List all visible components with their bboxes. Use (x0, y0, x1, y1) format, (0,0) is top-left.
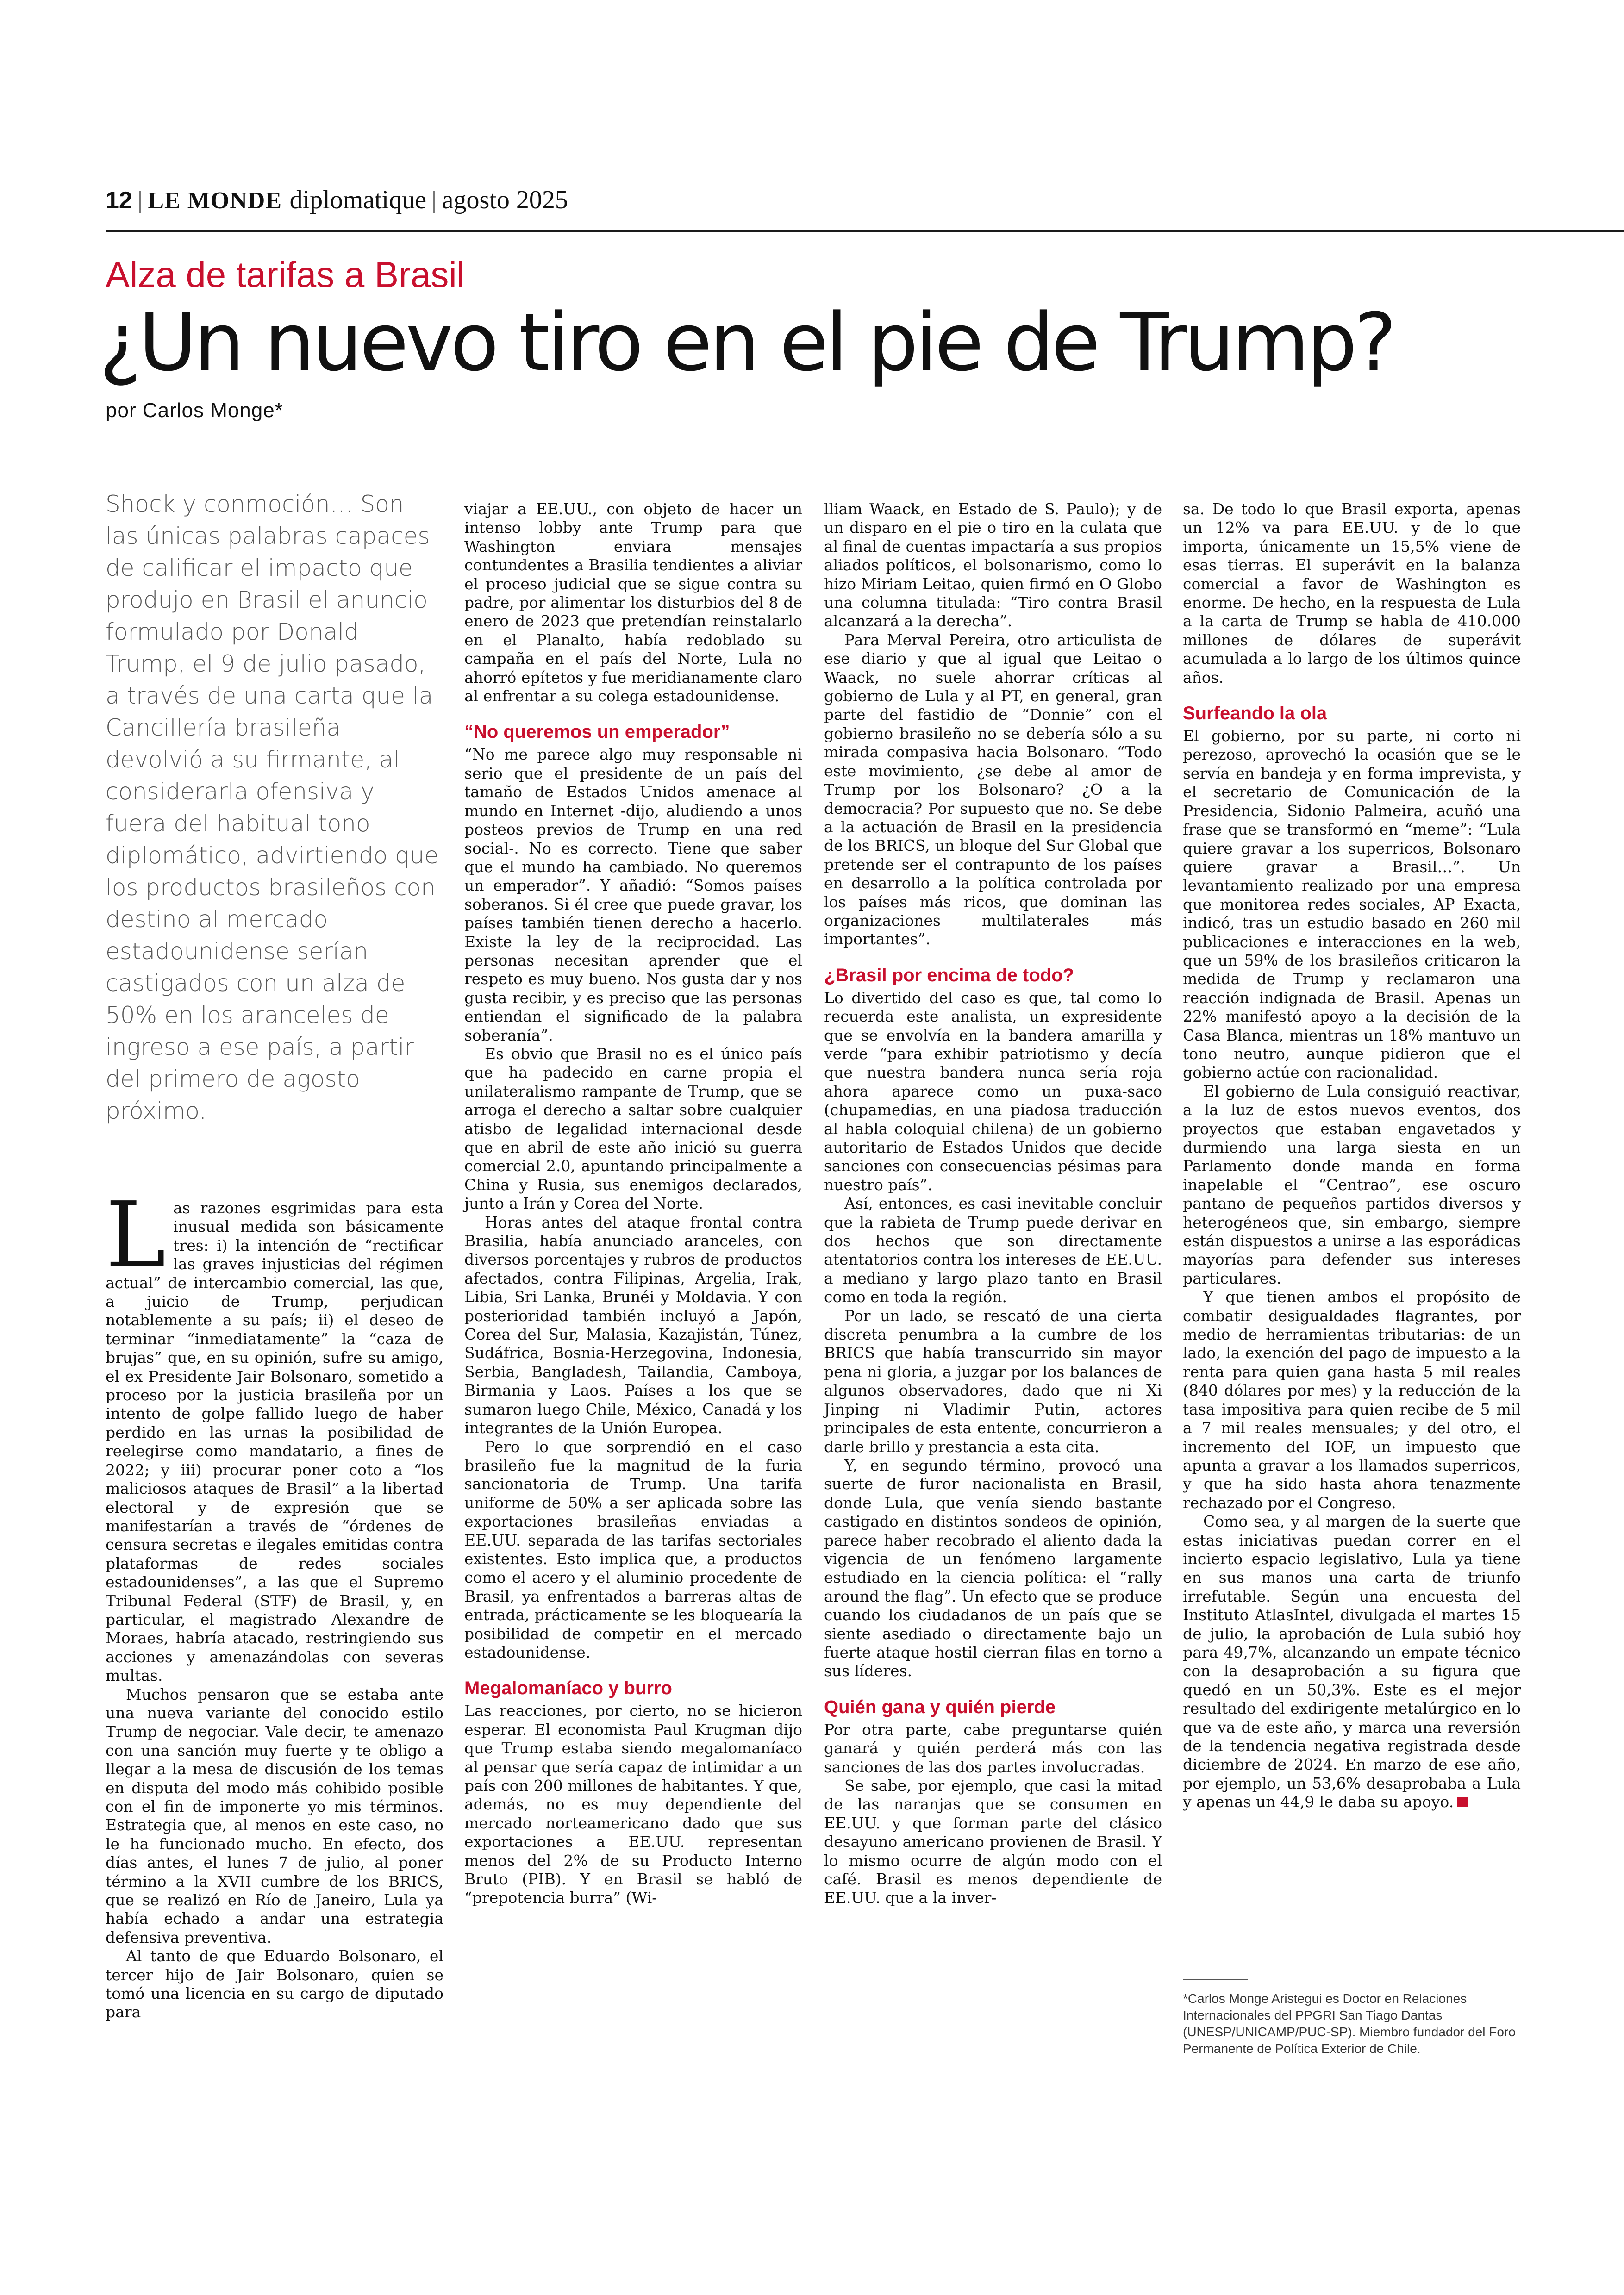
article-byline: por Carlos Monge* (106, 399, 283, 422)
subheading: “No queremos un emperador” (464, 722, 730, 742)
author-bio: *Carlos Monge Aristegui es Doctor en Relaciones Internacionales del PPGRI San Tiago Dantas (UNESP/UNICAMP/PUC-SP). Miembro fundador del Foro Permanente de Política Exterior de Chile. (1183, 1991, 1516, 2056)
paragraph: Así, entonces, es casi inevitable concluir que la rabieta de Trump puede derivar en dos hechos que son directamente atentatorios contra los intereses de EE.UU. a mediano y largo plazo tanto en Brasil como en toda la región. (824, 1194, 1162, 1306)
paragraph: Y que tienen ambos el propósito de combatir desigualdades flagrantes, por medio de herramientas tributarias: de un lado, la exención del pago de impuesto a la renta para quien gana hasta 5 mil reales (840 dólares por mes) y la reducción de la tasa impositiva para quien recibe de 5 mil a 7 mil reales mensuales; y del otro, el incremento del IOF, un impuesto que apunta a gravar a los llamados superricos, y que ha sido hasta ahora tenazmente rechazado por el Congreso. (1183, 1288, 1521, 1512)
paragraph-text: Como sea, y al margen de la suerte que estas iniciativas puedan correr en el incierto espacio legislativo, Lula ya tiene en sus manos una carta de triunfo irrefutable. Según una encuesta del Instituto AtlasIntel, divulgada el martes 15 de julio, la aprobación de Lula subió hoy para 49,7%, alcanzando un empate técnico con la desaprobación a su figura que quedó en un 50,3%. Este es el mejor resultado del exdirigente metalúrgico en lo que va de este año, y marca una reversión de la tendencia negativa registrada desde diciembre de 2024. En marzo de ese año, por ejemplo, un 53,6% desaprobaba a Lula y apenas un 44,9 le daba su apoyo. (1183, 1512, 1521, 1811)
article-lead: Shock y conmoción… Son las únicas palabras capaces de calificar el impacto que produjo en Brasil el anuncio formulado por Donald Trump, el 9 de julio pasado, a través de una carta que la Cancillería brasileña devolvió a su firmante, al considerarla ofensiva y fuera del habitual tono diplomático, advirtiendo que los productos brasileños con destino al mercado estadounidense serían castigados con un alza de 50% en los aranceles de ingreso a ese país, a partir del primero de agosto próximo. (106, 491, 439, 1124)
paragraph: Lo divertido del caso es que, tal como lo recuerda este analista, un expresidente que se envolvía en la bandera amarilla y verde “para exhibir patriotismo y decía que nuestra bandera nunca sería roja ahora aparece como un puxa-saco (chupamedias, en una piadosa traducción al habla coloquial chilena) de un gobierno autoritario de Estados Unidos que decide sanciones con consecuencias pésimas para nuestro país”. (824, 988, 1162, 1194)
page-header (106, 185, 568, 215)
column-4 (1183, 500, 1521, 1812)
paragraph (1183, 1512, 1521, 1812)
article-kicker: Alza de tarifas a Brasil (106, 254, 465, 295)
brand-subtitle: diplomatique (289, 186, 427, 214)
paragraph: Es obvio que Brasil no es el único país que ha padecido en carne propia el unilateralismo rampante de Trump, que se arroga el derecho a saltar sobre cualquier atisbo de legalidad internacional desde que en abril de este año inició su guerra comercial 2.0, apuntando principalmente a China y Rusia, sus enemigos declarados, junto a Irán y Corea del Norte. (464, 1044, 802, 1213)
paragraph (106, 1183, 443, 1685)
paragraph: Y, en segundo término, provocó una suerte de furor nacionalista en Brasil, donde Lula, que venía siendo bastante castigado en distintos sondeos de opinión, parece haber recobrado el aliento dada la vigencia de un fenómeno largamente estudiado en la ciencia política: el “rally around the flag”. Un efecto que se produce cuando los ciudadanos de un país que se siente asediado o directamente bajo un fuerte ataque hostil cierran filas en torno a sus líderes. (824, 1456, 1162, 1680)
paragraph: Por otra parte, cabe preguntarse quién ganará y quién perderá más con las sanciones de las dos partes involucradas. (824, 1720, 1162, 1776)
column-3 (824, 500, 1162, 1908)
subheading: Quién gana y quién pierde (824, 1696, 1056, 1717)
paragraph: Pero lo que sorprendió en el caso brasileño fue la magnitud de la furia sancionatoria de Trump. Una tarifa uniforme de 50% a ser aplicada sobre las exportaciones brasileñas enviadas a EE.UU. separada de las tarifas sectoriales existentes. Esto implica que, a productos como el acero y el aluminio procedente de Brasil, ya enfrentados a barreras altas de entrada, prácticamente se les bloquearía la posibilidad de competir en el mercado estadounidense. (464, 1437, 802, 1661)
header-separator: | (137, 187, 144, 214)
subheading: ¿Brasil por encima de todo? (824, 965, 1074, 985)
paragraph: Las reacciones, por cierto, no se hicieron esperar. El economista Paul Krugman dijo que Trump estaba siendo megalomaníaco al pensar que sería capaz de intimidar a un país con 200 millones de habitantes. Y que, además, no es muy dependiente del mercado norteamericano dado que sus exportaciones a EE.UU. representan menos del 2% de su Producto Interno Bruto (PIB). Y en Brasil se habló de “prepotencia burra” (Wi- (464, 1702, 802, 1907)
column-2 (464, 500, 802, 1908)
page-number: 12 (106, 187, 132, 214)
article-title: ¿Un nuevo tiro en el pie de Trump? (99, 296, 1394, 389)
paragraph: lliam Waack, en Estado de S. Paulo); y de un disparo en el pie o tiro en la culata que al final de cuentas impactaría a sus propios aliados políticos, el bolsonarismo, como lo hizo Miriam Leitao, quien firmó en O Globo una columna titulada: “Tiro contra Brasil alcanzará a la derecha”. (824, 500, 1162, 630)
paragraph: Al tanto de que Eduardo Bolsonaro, el tercer hijo de Jair Bolsonaro, quien se tomó una licencia en su cargo de diputado para (106, 1947, 443, 2021)
end-mark-icon (1457, 1797, 1468, 1807)
paragraph: Por un lado, se rescató de una cierta discreta penumbra a la cumbre de los BRICS que había transcurrido sin mayor pena ni gloria, a juzgar por los balances de algunos observadores, dado que ni Xi Jinping ni Vladimir Putin, actores principales de esta entente, concurrieron a darle brillo y prestancia a esta cita. (824, 1306, 1162, 1456)
header-rule (106, 230, 1624, 232)
subheading: Megalomaníaco y burro (464, 1678, 672, 1699)
paragraph-text: as razones esgrimidas para esta inusual medida son básicamente tres: i) la intención de “rectificar las graves injusticias del régimen actual” de intercambio comercial, las que, a juicio de Trump, perjudican notablemente a su país; ii) el deseo de terminar “inmediatamente” la “caza de brujas” que, en su opinión, sufre su amigo, el ex Presidente Jair Bolsonaro, sometido a proceso por la justicia brasileña por un intento de golpe fallido luego de haber perdido en las urnas la posibilidad de reelegirse como mandatario, a fines de 2022; y iii) procurar poner coto a “los maliciosos ataques de Brasil” a la libertad electoral y de expresión que se manifestarían a través de “órdenes de censura secretas e ilegales emitidas contra plataformas de redes sociales estadounidenses”, a las que el Supremo Tribunal Federal (STF) de Brasil, y, en particular, el magistrado Alexandre de Moraes, habría atacado, restringiendo sus acciones y amenazándolas con severas multas. (106, 1199, 443, 1685)
column-1 (106, 1183, 443, 2022)
brand-name: LE MONDE (148, 187, 282, 214)
issue-date: agosto 2025 (442, 186, 568, 214)
header-separator-2: | (431, 187, 437, 214)
bio-rule (1183, 1979, 1248, 1980)
paragraph: Para Merval Pereira, otro articulista de ese diario y que al igual que Leitao o Waack, no suele ahorrar críticas al gobierno de Lula y al PT, en general, gran parte del fastidio de “Donnie” con el gobierno brasileño no se debería sólo a su mirada compasiva hacia Bolsonaro. “Todo este movimiento, ¿se debe al amor de Trump por los Bolsonaro? ¿O a la democracia? Por supuesto que no. Se debe a la actuación de Brasil en la presidencia de los BRICS, un bloque del Sur Global que pretende ser el contrapunto de los países en desarrollo a la política controlada por los países más ricos, que dominan las organizaciones multilaterales más importantes”. (824, 630, 1162, 948)
paragraph: Se sabe, por ejemplo, que casi la mitad de las naranjas que se consumen en EE.UU. y que forman parte del clásico desayuno americano provienen de Brasil. Y lo mismo ocurre de algún modo con el café. Brasil es menos dependiente de EE.UU. que a la inver- (824, 1777, 1162, 1907)
paragraph: Horas antes del ataque frontal contra Brasilia, había anunciado aranceles, con diversos porcentajes y rubros de productos afectados, contra Filipinas, Argelia, Irak, Libia, Sri Lanka, Brunéi y Moldavia. Y con posterioridad también incluyó a Japón, Corea del Sur, Malasia, Kazajistán, Túnez, Sudáfrica, Bosnia-Herzegovina, Indonesia, Serbia, Bangladesh, Tailandia, Camboya, Birmania y Laos. Países a los que se sumaron luego Chile, México, Canadá y los integrantes de la Unión Europea. (464, 1213, 802, 1437)
paragraph: El gobierno, por su parte, ni corto ni perezoso, aprovechó la ocasión que se le servía en bandeja y en forma imprevista, y el secretario de Comunicación de la Presidencia, Sidonio Palmeira, acuñó una frase que se transformó en “meme”: “Lula quiere gravar a los superricos, Bolsonaro quiere gravar a Brasil…”. Un levantamiento realizado por una empresa que monitorea redes sociales, AP Exacta, indicó, tras un estudio basado en 260 mil publicaciones e interacciones en la web, que un 59% de los brasileños criticaron la medida de Trump y reclamaron una reacción indignada de Brasil. Apenas un 22% manifestó apoyo a la decisión de la Casa Blanca, mientras un 18% mantuvo un tono neutro, aunque pidieron que el gobierno actúe con racionalidad. (1183, 727, 1521, 1082)
paragraph: “No me parece algo muy responsable ni serio que el presidente de un país del tamaño de Estados Unidos amenace al mundo en Internet -dijo, aludiendo a unos posteos previos de Trump en una red social-. No es correcto. Tiene que saber que el mundo ha cambiado. No queremos un emperador”. Y añadió: “Somos países soberanos. Si él cree que puede gravar, los países también tienen derecho a hacerlo. Existe la ley de la reciprocidad. Las personas necesitan aprender que el respeto es muy bueno. Nos gusta dar y nos gusta recibir, y es preciso que las personas entiendan el significado de la palabra soberanía”. (464, 745, 802, 1044)
paragraph: El gobierno de Lula consiguió reactivar, a la luz de estos nuevos eventos, dos proyectos que estaban engavetados y durmiendo una larga siesta en un Parlamento donde manda en forma inapelable el “Centrao”, ese oscuro pantano de pequeños partidos diversos y heterogéneos que, sin embargo, siempre están dispuestos a unirse a las esporádicas mayorías para defender sus intereses particulares. (1183, 1082, 1521, 1287)
paragraph: viajar a EE.UU., con objeto de hacer un intenso lobby ante Trump para que Washington enviara mensajes contundentes a Brasilia tendientes a aliviar el proceso judicial que se sigue contra su padre, por alimentar los disturbios del 8 de enero de 2023 que pretendían reinstalarlo en el Planalto, había redoblado su campaña en el país del Norte, Lula no ahorró epítetos y fue meridianamente claro al enfrentar a su colega estadounidense. (464, 500, 802, 705)
paragraph: sa. De todo lo que Brasil exporta, apenas un 12% va para EE.UU. y de lo que importa, únicamente un 15,5% viene de esas tierras. El superávit en la balanza comercial a favor de Washington es enorme. De hecho, en la respuesta de Lula a la carta de Trump se habla de 410.000 millones de dólares de superávit acumulada a lo largo de los últimos quince años. (1183, 500, 1521, 686)
paragraph: Muchos pensaron que se estaba ante una nueva variante del conocido estilo Trump de negociar. Vale decir, te amenazo con una sanción muy fuerte y te obligo a llegar a la mesa de discusión de los temas en disputa del modo más cohibido posible con el fin de imponerte yo mis términos. Estrategia que, al menos en este caso, no le ha funcionado mucho. En efecto, dos días antes, el lunes 7 de julio, al poner término a la XVII cumbre de los BRICS, que se realizó en Río de Janeiro, Lula ya había echado a andar una estrategia defensiva preventiva. (106, 1685, 443, 1946)
drop-cap: L (106, 1183, 166, 1288)
subheading: Surfeando la ola (1183, 703, 1327, 724)
